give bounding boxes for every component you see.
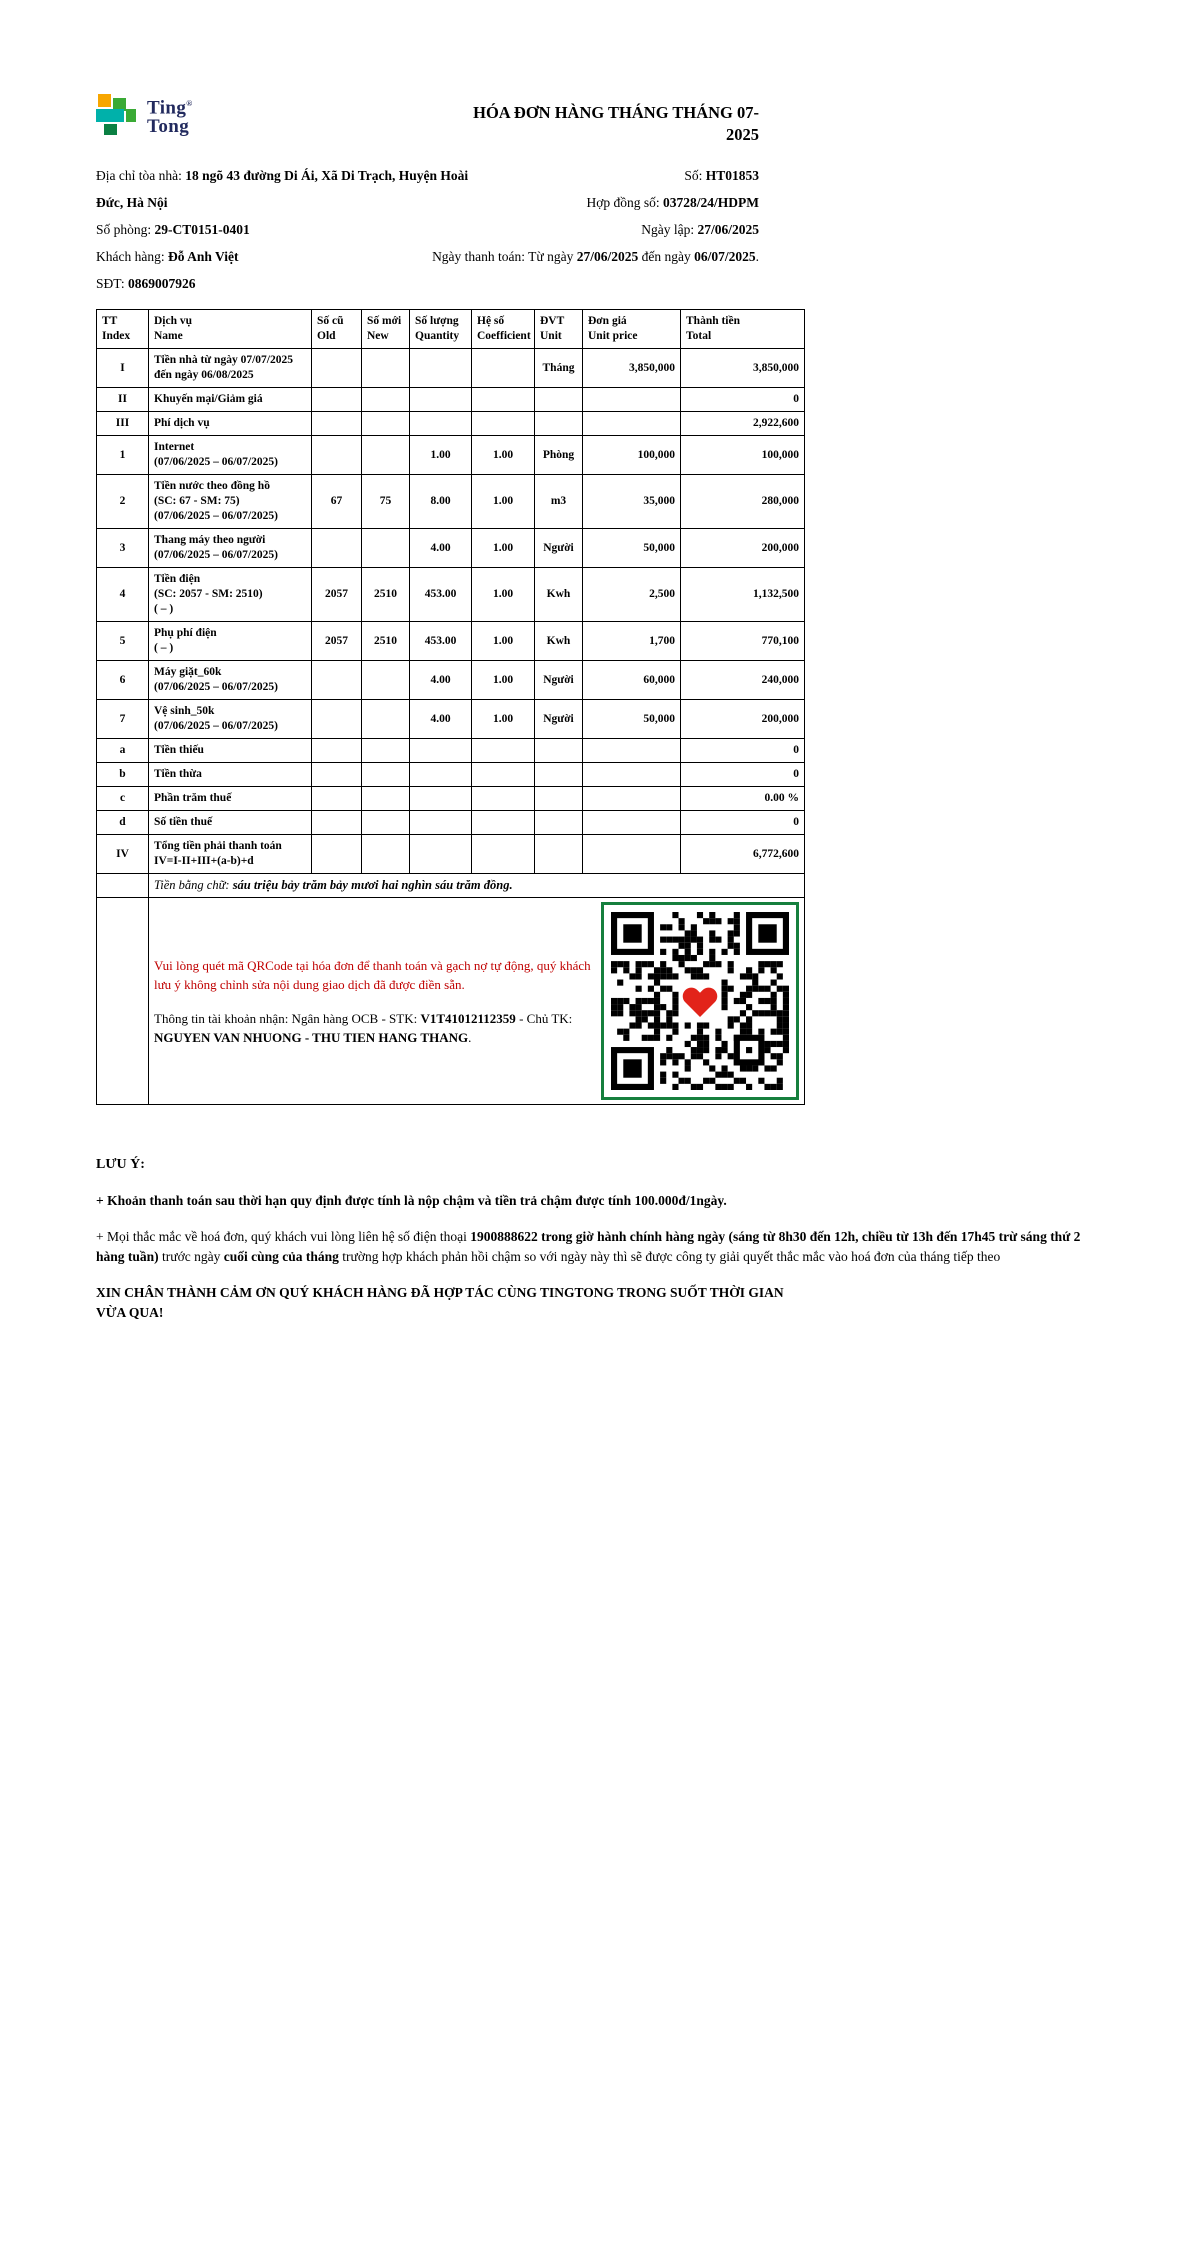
cell-total: 1,132,500 <box>681 568 805 622</box>
cell-old <box>312 700 362 739</box>
col-header-index: TT Index <box>97 310 149 349</box>
cell-unit <box>535 787 583 811</box>
issue-date: Ngày lập: 27/06/2025 <box>641 222 759 237</box>
table-row <box>97 811 805 835</box>
payment-period: Ngày thanh toán: Từ ngày 27/06/2025 đến ngày 06/07/2025. <box>432 249 759 264</box>
cell-unit: Người <box>535 529 583 568</box>
cell-new <box>362 388 410 412</box>
cell-coef: 1.00 <box>472 436 535 475</box>
cell-unit: Người <box>535 700 583 739</box>
cell-price: 3,850,000 <box>583 349 681 388</box>
cell-price <box>583 763 681 787</box>
cell-qty <box>410 787 472 811</box>
cell-name: Phần trăm thuế <box>149 787 312 811</box>
cell-tt: 2 <box>97 475 149 529</box>
cell-old <box>312 412 362 436</box>
cell-tt: 1 <box>97 436 149 475</box>
cell-price: 50,000 <box>583 700 681 739</box>
cell-new <box>362 835 410 874</box>
table-row <box>97 763 805 787</box>
room-number: Số phòng: 29-CT0151-0401 <box>96 222 250 237</box>
qr-code <box>601 902 799 1100</box>
thank-you-message: XIN CHÂN THÀNH CẢM ƠN QUÝ KHÁCH HÀNG ĐÃ HỢP TÁC CÙNG TINGTONG TRONG SUỐT THỜI GIAN VỪA QUA! <box>96 1285 784 1320</box>
table-row <box>97 622 805 661</box>
cell-new <box>362 349 410 388</box>
cell-new <box>362 436 410 475</box>
cell-tt: 3 <box>97 529 149 568</box>
cell-qty <box>410 835 472 874</box>
cell-total: 0 <box>681 811 805 835</box>
table-header-row <box>97 310 805 349</box>
cell-total: 0 <box>681 763 805 787</box>
cell-unit: Kwh <box>535 622 583 661</box>
cell-price: 35,000 <box>583 475 681 529</box>
cell-old: 2057 <box>312 568 362 622</box>
table-row <box>97 568 805 622</box>
cell-qty: 1.00 <box>410 436 472 475</box>
cell-new <box>362 412 410 436</box>
tingtong-logo-icon <box>96 94 138 136</box>
cell-tt: 5 <box>97 622 149 661</box>
cell-old <box>312 787 362 811</box>
cell-name: Tiền nhà từ ngày 07/07/2025 đến ngày 06/08/2025 <box>149 349 312 388</box>
qr-row <box>97 898 805 1105</box>
cell-price: 100,000 <box>583 436 681 475</box>
col-header-quantity: Số lượng Quantity <box>410 310 472 349</box>
cell-price: 2,500 <box>583 568 681 622</box>
payment-instructions <box>154 956 592 1047</box>
cell-qty: 4.00 <box>410 529 472 568</box>
cell-price: 1,700 <box>583 622 681 661</box>
cell-old <box>312 835 362 874</box>
cell-new <box>362 529 410 568</box>
cell-price: 50,000 <box>583 529 681 568</box>
table-row <box>97 412 805 436</box>
cell-coef <box>472 739 535 763</box>
cell-qty: 4.00 <box>410 661 472 700</box>
cell-tt: b <box>97 763 149 787</box>
cell-new <box>362 763 410 787</box>
hotline-note: + Mọi thắc mắc về hoá đơn, quý khách vui lòng liên hệ số điện thoại 1900888622 trong giờ hành chính hàng ngày (sáng từ 8h30 đến 12h, chiều từ 13h đến 17h45 trừ sáng thứ 2 hàng tuần) trước ngày cuối cùng của tháng trường hợp khách phản hồi chậm so với ngày này thì sẽ được công ty giải quyết thắc mắc vào hoá đơn của tháng tiếp theo <box>96 1229 1081 1264</box>
cell-qty: 4.00 <box>410 700 472 739</box>
cell-coef: 1.00 <box>472 529 535 568</box>
col-header-coefficient: Hệ số Coefficient <box>472 310 535 349</box>
cell-unit <box>535 811 583 835</box>
invoice-header <box>96 94 804 146</box>
cell-price: 60,000 <box>583 661 681 700</box>
cell-coef <box>472 835 535 874</box>
cell-unit: Người <box>535 661 583 700</box>
cell-total: 100,000 <box>681 436 805 475</box>
cell-unit <box>535 835 583 874</box>
qr-section <box>149 898 805 1105</box>
cell-total: 280,000 <box>681 475 805 529</box>
cell-total: 0.00 % <box>681 787 805 811</box>
cell-coef: 1.00 <box>472 700 535 739</box>
cell-old <box>312 529 362 568</box>
cell-tt: 6 <box>97 661 149 700</box>
cell-total: 0 <box>681 739 805 763</box>
cell-unit <box>535 412 583 436</box>
col-header-total: Thành tiền Total <box>681 310 805 349</box>
cell-unit <box>535 739 583 763</box>
invoice-table-body <box>97 349 805 874</box>
col-header-name: Dịch vụ Name <box>149 310 312 349</box>
cell-name: Số tiền thuế <box>149 811 312 835</box>
cell-price <box>583 787 681 811</box>
table-row <box>97 388 805 412</box>
cell-total: 240,000 <box>681 661 805 700</box>
table-row <box>97 349 805 388</box>
invoice-info <box>96 162 804 297</box>
cell-name: Tổng tiền phải thanh toán IV=I-II+III+(a-b)+d <box>149 835 312 874</box>
cell-tt: c <box>97 787 149 811</box>
col-header-unit-price: Đơn giá Unit price <box>583 310 681 349</box>
cell-new: 2510 <box>362 568 410 622</box>
cell-price <box>583 835 681 874</box>
table-row <box>97 661 805 700</box>
page-title: HÓA ĐƠN HÀNG THÁNG THÁNG 07- 2025 <box>473 103 759 144</box>
cell-qty: 453.00 <box>410 622 472 661</box>
cell-name: Internet (07/06/2025 – 06/07/2025) <box>149 436 312 475</box>
empty-cell <box>97 898 149 1105</box>
cell-name: Khuyến mại/Giảm giá <box>149 388 312 412</box>
table-row <box>97 835 805 874</box>
cell-qty <box>410 388 472 412</box>
cell-qty <box>410 412 472 436</box>
cell-name: Vệ sinh_50k (07/06/2025 – 06/07/2025) <box>149 700 312 739</box>
cell-coef: 1.00 <box>472 661 535 700</box>
cell-tt: III <box>97 412 149 436</box>
cell-total: 3,850,000 <box>681 349 805 388</box>
cell-total: 2,922,600 <box>681 412 805 436</box>
cell-unit: Kwh <box>535 568 583 622</box>
cell-price <box>583 388 681 412</box>
table-row <box>97 700 805 739</box>
cell-name: Tiền nước theo đồng hồ (SC: 67 - SM: 75) (07/06/2025 – 06/07/2025) <box>149 475 312 529</box>
cell-new: 2510 <box>362 622 410 661</box>
cell-old: 67 <box>312 475 362 529</box>
cell-coef <box>472 787 535 811</box>
invoice-page <box>96 0 1106 1323</box>
cell-total: 770,100 <box>681 622 805 661</box>
cell-unit: Tháng <box>535 349 583 388</box>
tingtong-logo-text: Ting® Tong <box>147 97 193 138</box>
cell-name: Tiền thiếu <box>149 739 312 763</box>
qr-payment-notice: Vui lòng quét mã QRCode tại hóa đơn để thanh toán và gạch nợ tự động, quý khách lưu ý không chỉnh sửa nội dung giao dịch đã được điền sẵn. <box>154 957 591 992</box>
cell-price <box>583 739 681 763</box>
cell-coef <box>472 349 535 388</box>
cell-old: 2057 <box>312 622 362 661</box>
table-row <box>97 529 805 568</box>
table-row <box>97 739 805 763</box>
building-address: Địa chỉ tòa nhà: 18 ngõ 43 đường Di Ái, Xã Di Trạch, Huyện Hoài <box>96 168 469 183</box>
empty-cell <box>97 874 149 898</box>
cell-coef <box>472 388 535 412</box>
cell-tt: IV <box>97 835 149 874</box>
cell-old <box>312 739 362 763</box>
table-row <box>97 475 805 529</box>
building-address-line2: Đức, Hà Nội <box>96 195 168 210</box>
cell-total: 200,000 <box>681 529 805 568</box>
cell-coef: 1.00 <box>472 475 535 529</box>
col-header-old: Số cũ Old <box>312 310 362 349</box>
tingtong-logo <box>96 94 193 136</box>
cell-qty: 8.00 <box>410 475 472 529</box>
cell-new: 75 <box>362 475 410 529</box>
cell-new <box>362 811 410 835</box>
notes-heading: LƯU Ý: <box>96 1157 145 1172</box>
cell-price <box>583 811 681 835</box>
cell-total: 6,772,600 <box>681 835 805 874</box>
cell-unit: m3 <box>535 475 583 529</box>
cell-coef <box>472 811 535 835</box>
invoice-footer <box>96 1155 1106 1323</box>
cell-total: 200,000 <box>681 700 805 739</box>
cell-name: Phụ phí điện ( – ) <box>149 622 312 661</box>
cell-tt: a <box>97 739 149 763</box>
cell-qty <box>410 763 472 787</box>
cell-old <box>312 661 362 700</box>
cell-unit: Phòng <box>535 436 583 475</box>
cell-coef: 1.00 <box>472 568 535 622</box>
amount-in-words-row <box>97 874 805 898</box>
col-header-new: Số mới New <box>362 310 410 349</box>
cell-qty <box>410 349 472 388</box>
cell-tt: I <box>97 349 149 388</box>
cell-coef: 1.00 <box>472 622 535 661</box>
customer-name: Khách hàng: Đỗ Anh Việt <box>96 249 239 264</box>
cell-new <box>362 700 410 739</box>
cell-tt: 7 <box>97 700 149 739</box>
cell-name: Tiền điện (SC: 2057 - SM: 2510) ( – ) <box>149 568 312 622</box>
contract-number: Hợp đồng số: 03728/24/HDPM <box>586 195 759 210</box>
amount-in-words: Tiền bằng chữ: sáu triệu bảy trăm bảy mươi hai nghìn sáu trăm đồng. <box>149 874 805 898</box>
cell-coef <box>472 763 535 787</box>
late-payment-note: + Khoản thanh toán sau thời hạn quy định được tính là nộp chậm và tiền trả chậm được tính 100.000đ/1ngày. <box>96 1193 727 1208</box>
cell-old <box>312 811 362 835</box>
cell-unit <box>535 388 583 412</box>
invoice-number: Số: HT01853 <box>684 168 759 183</box>
col-header-unit: ĐVT Unit <box>535 310 583 349</box>
cell-qty: 453.00 <box>410 568 472 622</box>
cell-new <box>362 661 410 700</box>
cell-tt: II <box>97 388 149 412</box>
cell-old <box>312 763 362 787</box>
cell-name: Thang máy theo người (07/06/2025 – 06/07/2025) <box>149 529 312 568</box>
cell-unit <box>535 763 583 787</box>
table-row <box>97 436 805 475</box>
cell-qty <box>410 811 472 835</box>
cell-tt: d <box>97 811 149 835</box>
cell-name: Máy giặt_60k (07/06/2025 – 06/07/2025) <box>149 661 312 700</box>
cell-new <box>362 787 410 811</box>
cell-name: Phí dịch vụ <box>149 412 312 436</box>
cell-coef <box>472 412 535 436</box>
cell-old <box>312 436 362 475</box>
cell-old <box>312 349 362 388</box>
cell-name: Tiền thừa <box>149 763 312 787</box>
table-row <box>97 787 805 811</box>
customer-phone: SĐT: 0869007926 <box>96 276 196 291</box>
cell-qty <box>410 739 472 763</box>
cell-new <box>362 739 410 763</box>
invoice-table <box>96 309 805 1105</box>
cell-total: 0 <box>681 388 805 412</box>
cell-price <box>583 412 681 436</box>
cell-old <box>312 388 362 412</box>
cell-tt: 4 <box>97 568 149 622</box>
bank-account-info: Thông tin tài khoản nhận: Ngân hàng OCB - STK: V1T41012112359 - Chủ TK: NGUYEN VAN NHUONG - THU TIEN HANG THANG. <box>154 1010 573 1045</box>
